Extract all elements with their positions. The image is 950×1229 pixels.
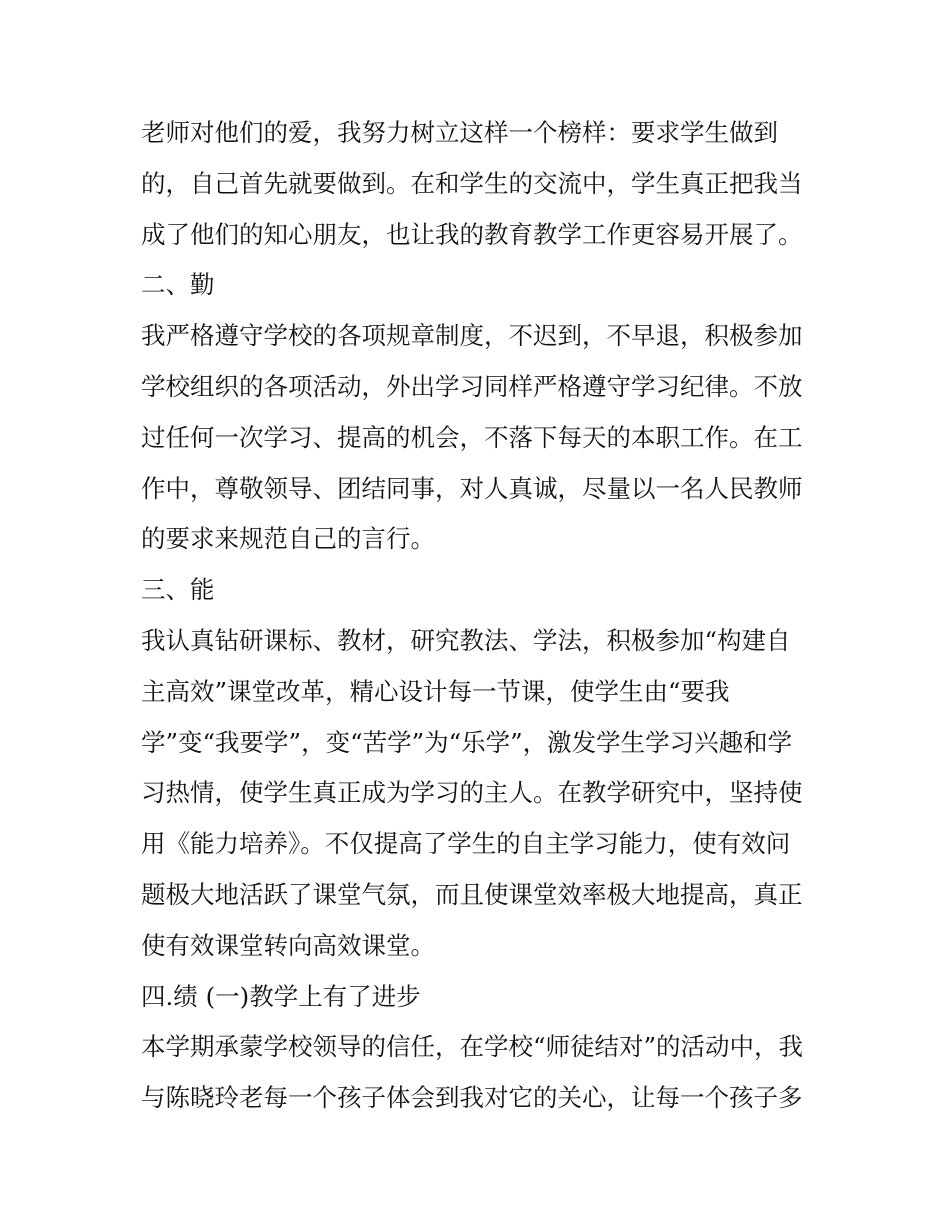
text-line: 本学期承蒙学校领导的信任，在学校“师徒结对”的活动中，我: [141, 1032, 804, 1062]
text-line: 的要求来规范自己的言行。: [141, 524, 435, 554]
document-body: [141, 108, 821, 1124]
text-line: 题极大地活跃了课堂气氛，而且使课堂效率极大地提高，真正: [141, 879, 803, 909]
text-line: 过任何一次学习、提高的机会，不落下每天的本职工作。在工: [141, 422, 803, 452]
text-line: 我严格遵守学校的各项规章制度，不迟到，不早退，积极参加: [141, 321, 803, 351]
text-line: 成了他们的知心朋友，也让我的教育教学工作更容易开展了。: [141, 219, 803, 249]
text-line: 习热情，使学生真正成为学习的主人。在教学研究中，坚持使: [141, 778, 803, 808]
text-line: 我认真钻研课标、教材，研究教法、学法，积极参加“构建自: [141, 625, 791, 655]
text-line: 主高效”课堂改革，精心设计每一节课，使学生由“要我: [141, 676, 730, 706]
text-line: 老师对他们的爱，我努力树立这样一个榜样：要求学生做到: [141, 118, 778, 147]
section-heading-qin: 二、勤: [141, 270, 215, 300]
text-line: 的，自己首先就要做到。在和学生的交流中，学生真正把我当: [141, 168, 803, 198]
text-line: 使有效课堂转向高效课堂。: [141, 930, 435, 960]
text-line: 用《能力培养》。不仅提高了学生的自主学习能力，使有效问: [141, 829, 791, 859]
text-line: 作中，尊敬领导、团结同事，对人真诚，尽量以一名人民教师: [141, 473, 803, 503]
text-line: 学”变“我要学”，变“苦学”为“乐学”，激发学生学习兴趣和学: [141, 727, 793, 757]
text-line: 学校组织的各项活动，外出学习同样严格遵守学习纪律。不放: [141, 371, 803, 401]
section-heading-neng: 三、能: [141, 575, 215, 605]
text-line: 与陈晓玲老每一个孩子体会到我对它的关心，让每一个孩子多: [141, 1083, 803, 1113]
section-heading-ji: 四.绩 (一)教学上有了进步: [141, 981, 421, 1011]
